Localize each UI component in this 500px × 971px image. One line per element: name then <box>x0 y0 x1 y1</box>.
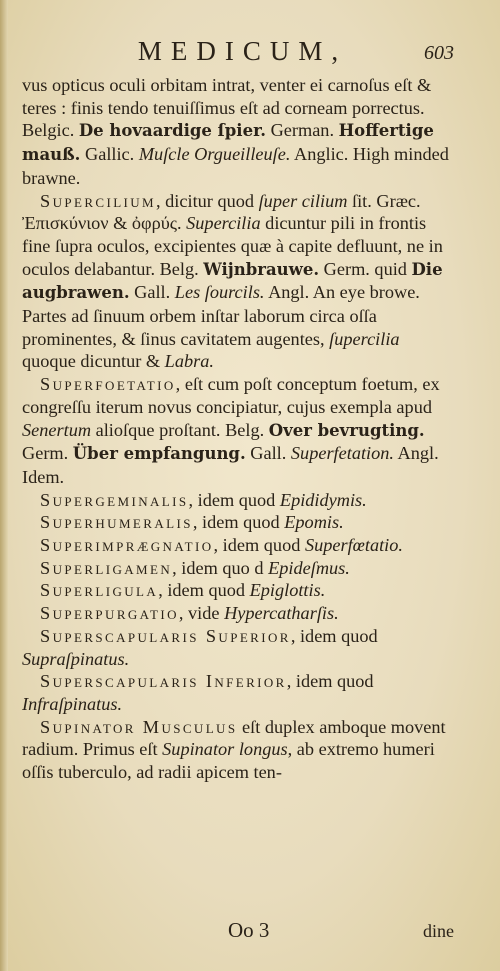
italic-term: Infraſpinatus. <box>22 693 123 714</box>
text-run: vus opticus oculi orbitam intrat, venter ei carnoſus eſt & teres : finis tendo tenuiſſimus eſt ad corneam porrectus. Belgic. <box>22 75 432 141</box>
entry-supinator <box>22 716 454 784</box>
text-run: Gallic. <box>80 144 139 165</box>
text-run: , eſt cum poſt conceptum foetum, ex congreſſu iterum novus concipiatur, cujus exempla apud <box>22 374 440 417</box>
entry-superimpraegnatio <box>22 534 454 557</box>
text-run: , idem quod <box>213 535 305 556</box>
headword: Superpurgatio <box>40 603 179 624</box>
entry-superscapularis-superior <box>22 625 454 670</box>
headword: Superligamen <box>40 557 173 578</box>
text-run: alioſque proſtant. Belg. <box>91 419 269 440</box>
signature-mark: Oo 3 <box>228 918 270 942</box>
headword: Superligula <box>40 580 159 601</box>
entry-superligula <box>22 579 454 602</box>
text-run: German. <box>266 120 339 141</box>
entry-superligamen <box>22 557 454 580</box>
text-run: Anglic. High minded brawne. <box>22 144 449 188</box>
italic-term: ſupercilia <box>329 328 400 349</box>
text-run: , vide <box>178 603 225 624</box>
headword: Superimprægnatio <box>40 535 214 556</box>
blackletter-term: Wijnbrauwe. <box>203 259 320 279</box>
text-run: , idem quod <box>188 489 280 510</box>
page-gutter-shadow <box>0 0 8 971</box>
text-run: , dicitur quod <box>156 190 259 211</box>
italic-term: Hypercatharſis. <box>224 603 339 624</box>
headword: Superscapularis Inferior <box>40 671 287 692</box>
text-run: , idem quod <box>290 625 378 646</box>
dictionary-text <box>22 74 454 784</box>
entry-supergeminalis <box>22 489 454 512</box>
italic-term: Labra. <box>164 351 214 372</box>
italic-term: Epomis. <box>284 512 344 533</box>
text-run: , idem quod <box>192 512 285 533</box>
text-run: , idem quo d <box>172 557 269 578</box>
text-run: Angl. Idem. <box>22 443 439 487</box>
blackletter-term: Die augbrawen. <box>22 259 443 303</box>
italic-term: Epideſmus. <box>268 557 350 578</box>
text-run: eſt duplex amboque movent radium. Primus eſt <box>22 716 446 760</box>
page-footer <box>0 918 500 948</box>
headword: Supergeminalis <box>40 489 189 510</box>
page-number: 603 <box>424 42 454 64</box>
entry-superfoetatio <box>22 373 454 489</box>
headword: Supercilium <box>40 190 157 211</box>
text-run: Angl. An eye browe. Partes ad ſinuum orbem inſtar laborum circa oſſa prominentes, & ſinus cavitatem augentes, <box>22 282 420 349</box>
text-run: , idem quod <box>158 580 250 601</box>
italic-term: Supercilia <box>186 213 261 234</box>
entry-superscapularis-inferior <box>22 670 454 715</box>
italic-term: Supraſpinatus. <box>22 648 130 669</box>
italic-term: Superfœtatio. <box>304 535 403 556</box>
italic-term: Superfetation. <box>290 443 394 464</box>
entry-supercilium <box>22 190 454 374</box>
headword: Superfoetatio <box>40 374 176 395</box>
text-run: Gall. <box>129 282 175 303</box>
entry-continuation <box>22 74 454 190</box>
text-run: quoque dicuntur & <box>22 351 165 372</box>
headword: Supinator Musculus <box>40 716 238 737</box>
text-run: Germ. quid <box>319 258 412 279</box>
blackletter-term: Over bevrugting. <box>268 420 425 440</box>
headword: Superscapularis Superior <box>40 625 291 646</box>
italic-term: Epididymis. <box>279 489 367 510</box>
italic-term: Epiglottis. <box>249 580 326 601</box>
text-run: ſit. Græc. Ἐπισκύνιον & ὀφρύς. <box>22 190 421 234</box>
italic-term: Supinator longus <box>162 739 288 760</box>
blackletter-term: Über empfangung. <box>72 444 246 464</box>
text-run: , ab extremo humeri oſſis tuberculo, ad radii apicem ten- <box>22 739 435 783</box>
running-head: MEDICUM, <box>137 36 348 66</box>
entry-superpurgatio <box>22 602 454 625</box>
headword: Superhumeralis <box>40 512 193 533</box>
italic-term: Muſcle Orgueilleuſe. <box>138 144 291 165</box>
blackletter-term: De hovaardige ſpier. <box>78 121 266 141</box>
text-run: Gall. <box>245 443 291 464</box>
italic-term: Senertum <box>22 419 92 440</box>
text-run: , idem quod <box>286 671 374 692</box>
page-header <box>0 36 500 76</box>
catchword: dine <box>423 921 454 941</box>
text-run: Germ. <box>22 443 73 464</box>
italic-term: ſuper cilium <box>258 190 348 211</box>
blackletter-term: Hoffertige mauß. <box>22 121 434 165</box>
text-run: dicuntur pili in frontis fine ſupra oculos, excipientes quæ à capite defluunt, ne in oculos delabantur. Belg. <box>22 213 443 279</box>
italic-term: Les ſourcils. <box>174 282 265 303</box>
entry-superhumeralis <box>22 511 454 534</box>
